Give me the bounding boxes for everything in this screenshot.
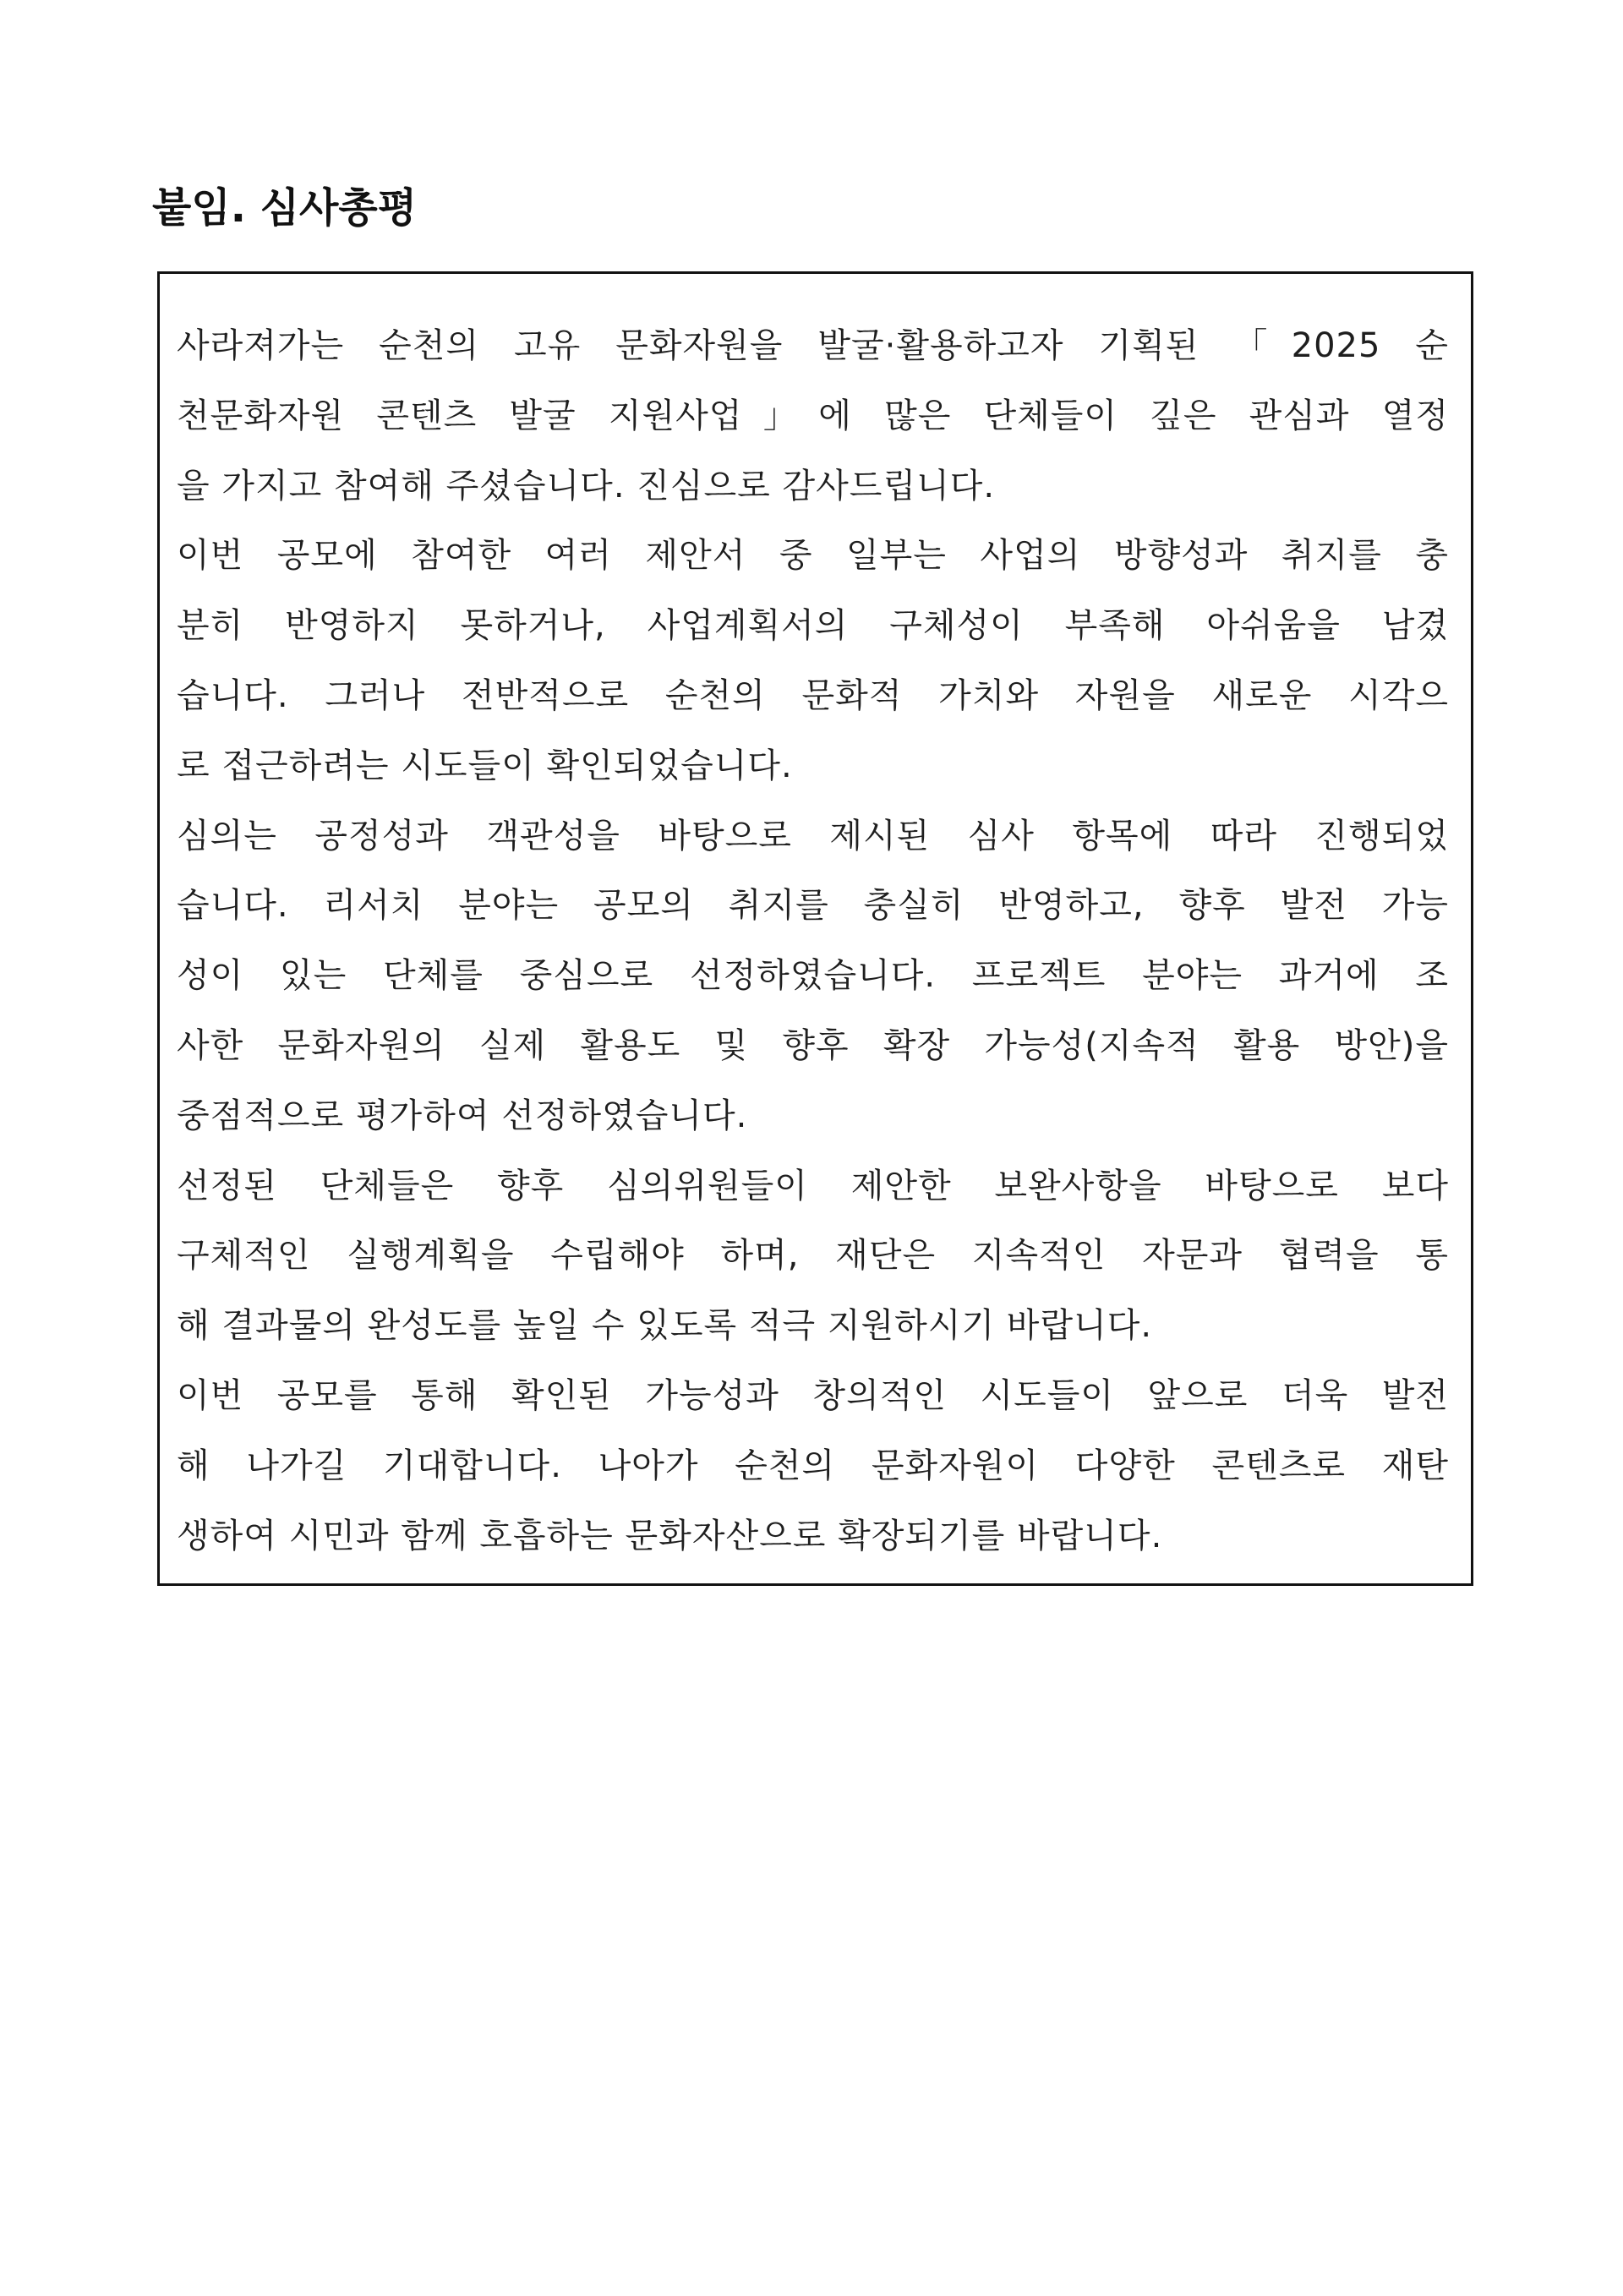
paragraph-4-line-3: 해 결과물의 완성도를 높일 수 있도록 적극 지원하시기 바랍니다. [177,1306,1153,1346]
page-heading: 붙임. 심사총평 [152,184,418,232]
review-summary-text [177,311,1449,1571]
paragraph-1-line-2: 천문화자원 콘텐츠 발굴 지원사업」에 많은 단체들이 깊은 관심과 열정 [177,396,1449,435]
paragraph-5-line-3: 생하여 시민과 함께 호흡하는 문화자산으로 확장되기를 바랍니다. [177,1516,1163,1555]
paragraph-1-line-3: 을 가지고 참여해 주셨습니다. 진심으로 감사드립니다. [177,466,996,506]
paragraph-3-line-5: 중점적으로 평가하여 선정하였습니다. [177,1096,748,1135]
paragraph-2-line-1: 이번 공모에 참여한 여러 제안서 중 일부는 사업의 방향성과 취지를 충 [177,536,1449,576]
paragraph-1-line-1: 사라져가는 순천의 고유 문화자원을 발굴·활용하고자 기획된 「2025 순 [177,326,1449,365]
paragraph-3-line-2: 습니다. 리서치 분야는 공모의 취지를 충실히 반영하고, 향후 발전 가능 [177,886,1449,926]
paragraph-5-line-1: 이번 공모를 통해 확인된 가능성과 창의적인 시도들이 앞으로 더욱 발전 [177,1375,1449,1415]
paragraph-3-line-3: 성이 있는 단체를 중심으로 선정하였습니다. 프로젝트 분야는 과거에 조 [177,956,1449,996]
review-summary-box [157,271,1473,1586]
paragraph-2-line-3: 습니다. 그러나 전반적으로 순천의 문화적 가치와 자원을 새로운 시각으 [177,675,1449,715]
paragraph-2-line-2: 분히 반영하지 못하거나, 사업계획서의 구체성이 부족해 아쉬움을 남겼 [177,606,1449,646]
paragraph-4-line-1: 선정된 단체들은 향후 심의위원들이 제안한 보완사항을 바탕으로 보다 [177,1166,1449,1205]
paragraph-4-line-2: 구체적인 실행계획을 수립해야 하며, 재단은 지속적인 자문과 협력을 통 [177,1236,1449,1276]
paragraph-2-line-4: 로 접근하려는 시도들이 확인되었습니다. [177,746,793,785]
paragraph-3-line-1: 심의는 공정성과 객관성을 바탕으로 제시된 심사 항목에 따라 진행되었 [177,816,1449,856]
paragraph-3-line-4: 사한 문화자원의 실제 활용도 및 향후 확장 가능성(지속적 활용 방안)을 [177,1025,1449,1065]
paragraph-5-line-2: 해 나가길 기대합니다. 나아가 순천의 문화자원이 다양한 콘텐츠로 재탄 [177,1446,1449,1485]
